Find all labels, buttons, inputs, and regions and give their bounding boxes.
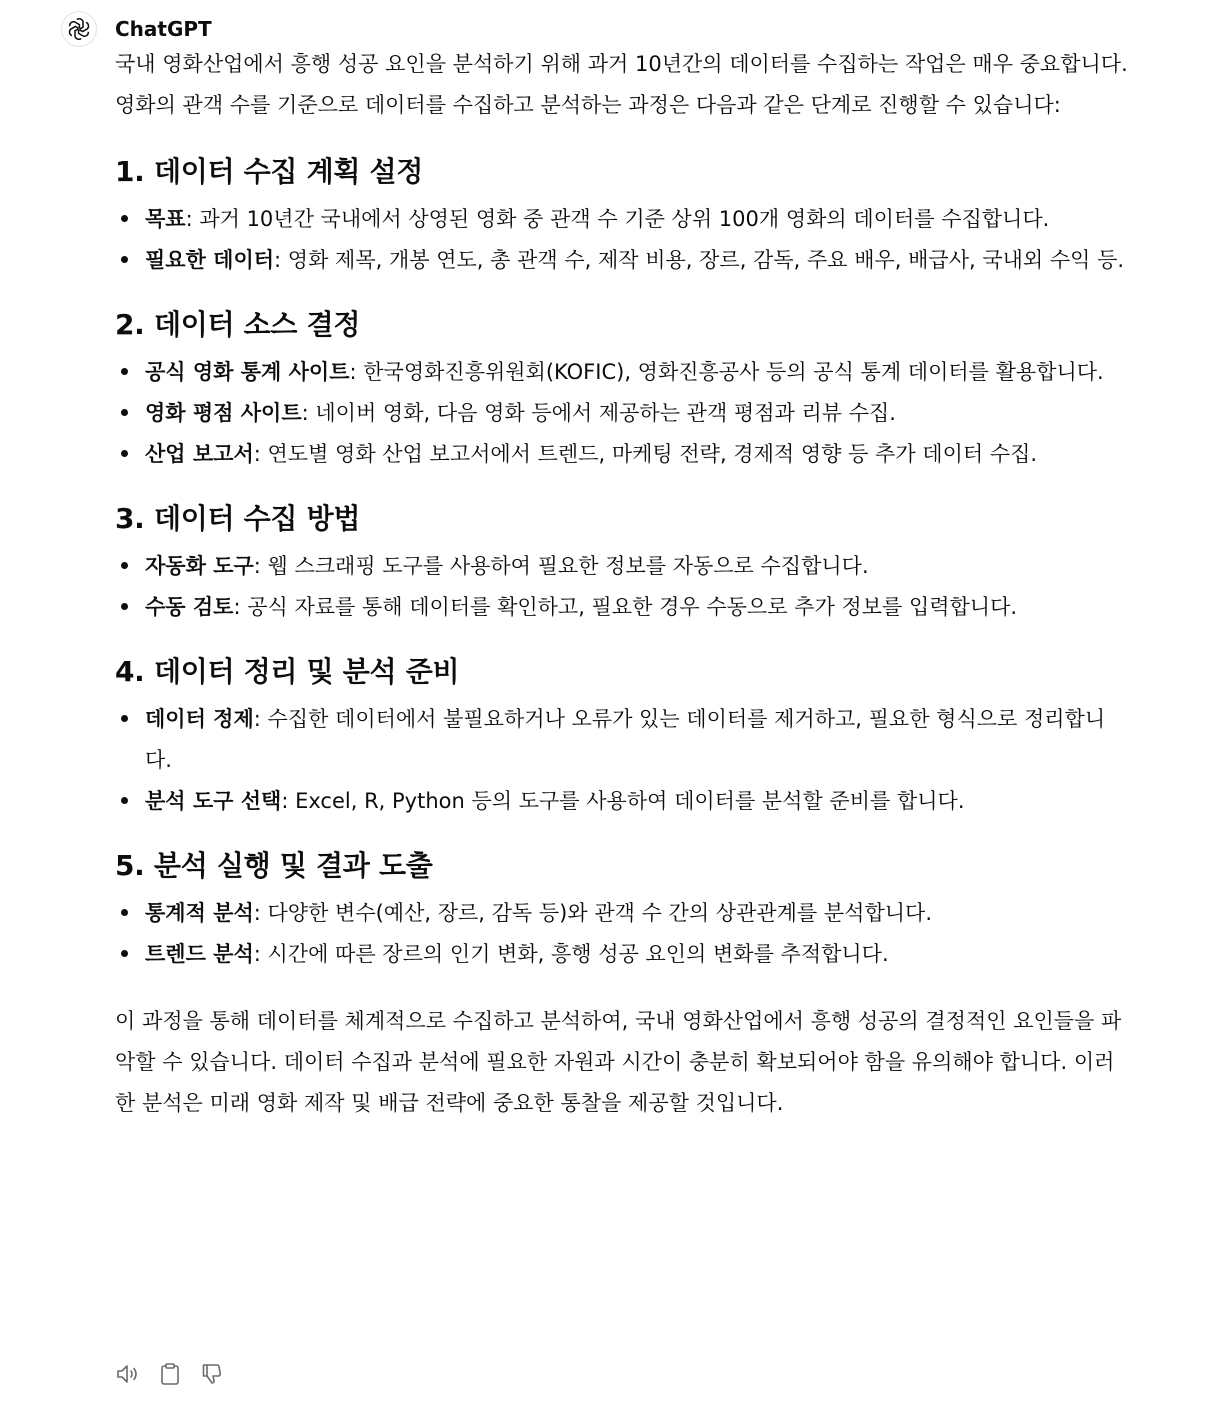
- bullet-icon: [121, 797, 128, 804]
- list-item: [115, 393, 1130, 434]
- list-item: [115, 587, 1130, 628]
- item-label: 필요한 데이터: [145, 248, 275, 272]
- bullet-icon: [121, 562, 128, 569]
- item-label: 자동화 도구: [145, 554, 254, 578]
- copy-button[interactable]: [157, 1361, 183, 1387]
- author-name: ChatGPT: [115, 17, 212, 41]
- message-content: [115, 44, 1130, 1124]
- bullet-icon: [121, 715, 128, 722]
- intro-paragraph: 국내 영화산업에서 흥행 성공 요인을 분석하기 위해 과거 10년간의 데이터를 수집하는 작업은 매우 중요합니다. 영화의 관객 수를 기준으로 데이터를 수집하고 분석하는 과정은 다음과 같은 단계로 진행할 수 있습니다:: [115, 52, 1128, 117]
- section-heading: 4. 데이터 정리 및 분석 준비: [115, 655, 460, 688]
- list-item: [115, 434, 1130, 475]
- bullet-icon: [121, 909, 128, 916]
- item-label: 수동 검토: [145, 595, 234, 619]
- chatgpt-avatar: [61, 11, 97, 47]
- section-list: [115, 546, 1130, 628]
- item-text: : 연도별 영화 산업 보고서에서 트렌드, 마케팅 전략, 경제적 영향 등 추가 데이터 수집.: [253, 442, 1038, 466]
- bullet-icon: [121, 603, 128, 610]
- list-item: [115, 781, 1130, 822]
- list-item: [115, 893, 1130, 934]
- item-text: : 공식 자료를 통해 데이터를 확인하고, 필요한 경우 수동으로 추가 정보를 입력합니다.: [233, 595, 1018, 619]
- section-list: [115, 893, 1130, 975]
- read-aloud-button[interactable]: [115, 1361, 141, 1387]
- item-label: 분석 도구 선택: [145, 789, 282, 813]
- item-label: 영화 평점 사이트: [145, 401, 302, 425]
- speaker-icon: [115, 1363, 141, 1385]
- bullet-icon: [121, 368, 128, 375]
- bullet-icon: [121, 409, 128, 416]
- bullet-icon: [121, 256, 128, 263]
- thumbs-down-icon: [200, 1362, 224, 1386]
- item-text: : 영화 제목, 개봉 연도, 총 관객 수, 제작 비용, 장르, 감독, 주요 배우, 배급사, 국내외 수익 등.: [274, 248, 1125, 272]
- item-text: : 웹 스크래핑 도구를 사용하여 필요한 정보를 자동으로 수집합니다.: [253, 554, 869, 578]
- section-list: [115, 199, 1130, 281]
- list-item: [115, 934, 1130, 975]
- list-item: [115, 240, 1130, 281]
- bullet-icon: [121, 450, 128, 457]
- section-heading: 5. 분석 실행 및 결과 도출: [115, 849, 433, 882]
- section-heading: 2. 데이터 소스 결정: [115, 308, 361, 341]
- item-label: 데이터 정제: [145, 707, 254, 731]
- section-heading: 1. 데이터 수집 계획 설정: [115, 155, 424, 188]
- item-label: 목표: [145, 207, 186, 231]
- message-actions: [115, 1361, 225, 1387]
- item-label: 트렌드 분석: [145, 942, 254, 966]
- item-label: 산업 보고서: [145, 442, 254, 466]
- copy-icon: [159, 1362, 181, 1386]
- item-label: 공식 영화 통계 사이트: [145, 360, 350, 384]
- item-text: : 수집한 데이터에서 불필요하거나 오류가 있는 데이터를 제거하고, 필요한 형식으로 정리합니다.: [145, 707, 1106, 772]
- bullet-icon: [121, 950, 128, 957]
- item-text: : Excel, R, Python 등의 도구를 사용하여 데이터를 분석할 준비를 합니다.: [281, 789, 965, 813]
- list-item: [115, 199, 1130, 240]
- item-text: : 한국영화진흥위원회(KOFIC), 영화진흥공사 등의 공식 통계 데이터를 활용합니다.: [349, 360, 1104, 384]
- list-item: [115, 699, 1130, 781]
- section-list: [115, 352, 1130, 475]
- list-item: [115, 352, 1130, 393]
- item-text: : 다양한 변수(예산, 장르, 감독 등)와 관객 수 간의 상관관계를 분석합니다.: [253, 901, 932, 925]
- section-heading: 3. 데이터 수집 방법: [115, 502, 361, 535]
- item-text: : 과거 10년간 국내에서 상영된 영화 중 관객 수 기준 상위 100개 영화의 데이터를 수집합니다.: [185, 207, 1050, 231]
- bad-response-button[interactable]: [199, 1361, 225, 1387]
- item-text: : 시간에 따른 장르의 인기 변화, 흥행 성공 요인의 변화를 추적합니다.: [253, 942, 889, 966]
- outro-paragraph: 이 과정을 통해 데이터를 체계적으로 수집하고 분석하여, 국내 영화산업에서 흥행 성공의 결정적인 요인들을 파악할 수 있습니다. 데이터 수집과 분석에 필요한 자원과 시간이 충분히 확보되어야 함을 유의해야 합니다. 이러한 분석은 미래 영화 제작 및 배급 전략에 중요한 통찰을 제공할 것입니다.: [115, 1009, 1122, 1115]
- list-item: [115, 546, 1130, 587]
- section-list: [115, 699, 1130, 822]
- openai-logo-icon: [67, 17, 91, 41]
- item-label: 통계적 분석: [145, 901, 254, 925]
- item-text: : 네이버 영화, 다음 영화 등에서 제공하는 관객 평점과 리뷰 수집.: [301, 401, 896, 425]
- bullet-icon: [121, 215, 128, 222]
